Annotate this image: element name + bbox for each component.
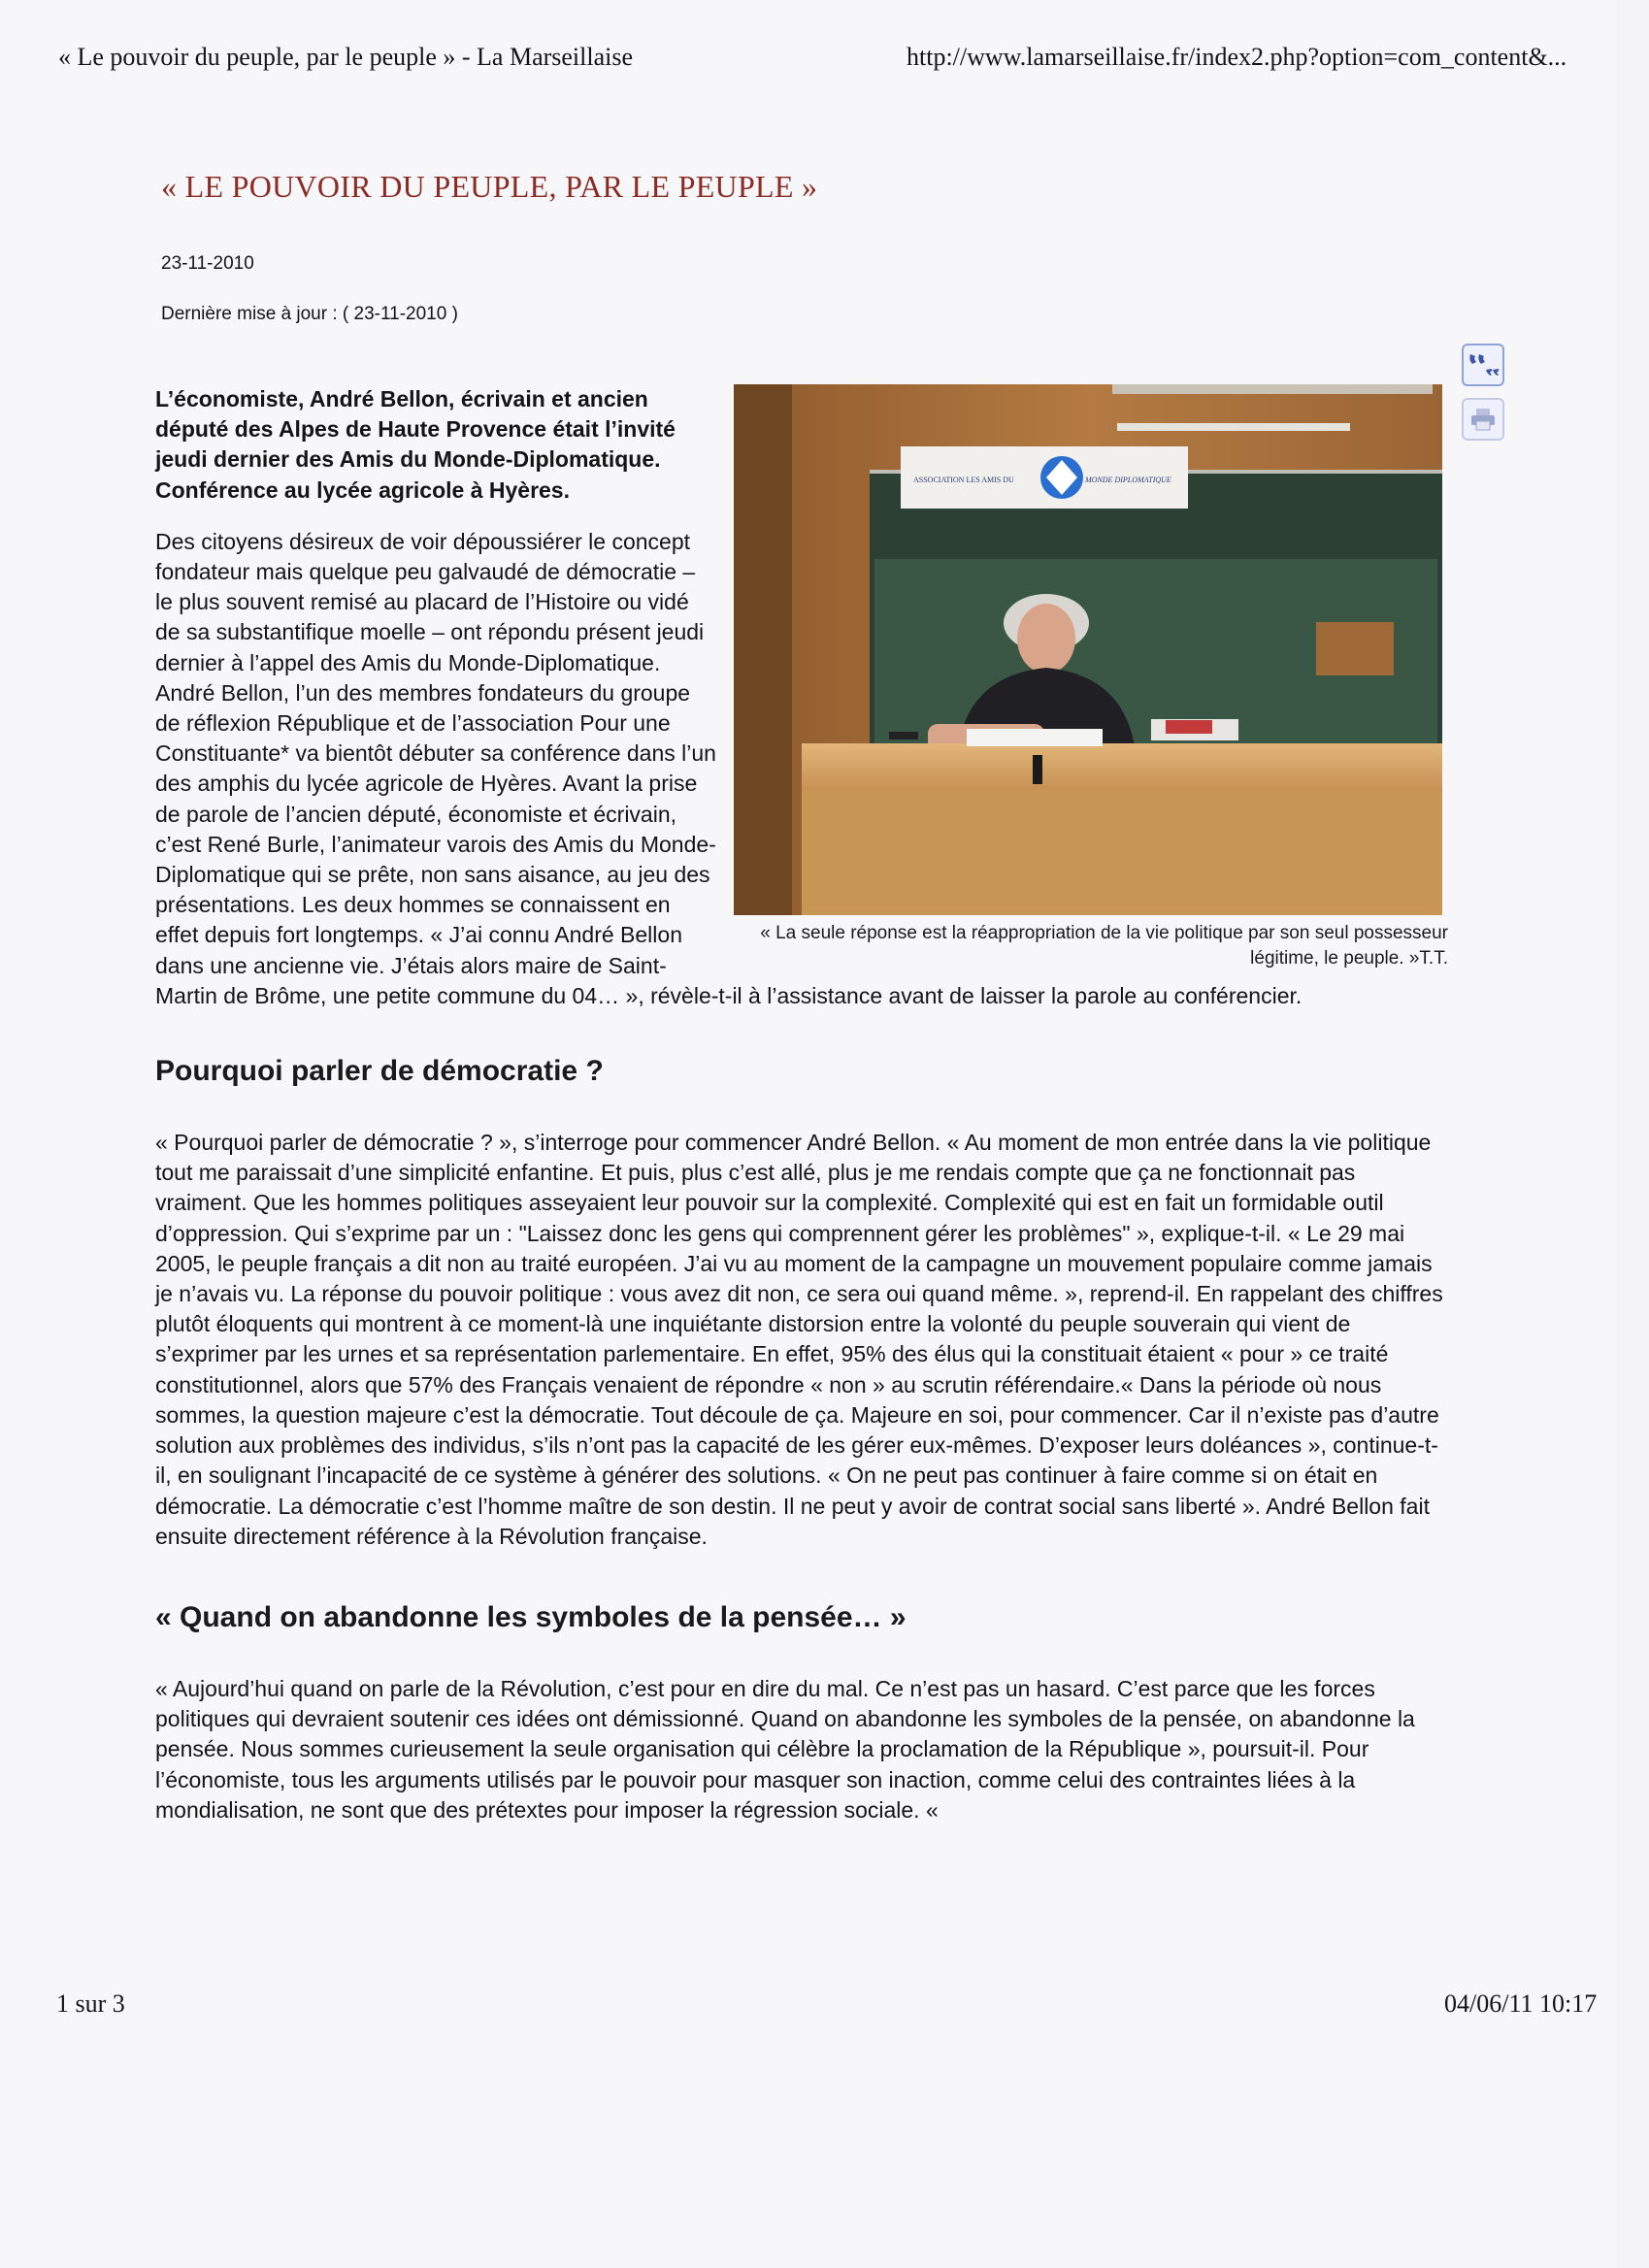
article-date: 23-11-2010 — [161, 253, 254, 274]
section-heading: Pourquoi parler de démocratie ? — [155, 1055, 604, 1088]
section-paragraph: « Pourquoi parler de démocratie ? », s’interroge pour commencer André Bellon. « Au moment de mon entrée dans la vie politique tout me paraissait d’une simplicité enfantine. Et puis, plus c’est allé, plus je me rendais compte que ça ne fonctionnait pas vraiment. Que les hommes politiques asseyaient leur pouvoir sur la complexité. Complexité qui est en fait un formidable outil d’oppression. Qui s’exprime par un : "Laissez donc les gens qui comprennent gérer les problèmes" », explique-t-il. « Le 29 mai 2005, le peuple français a dit non au traité européen. J’ai vu au moment de la campagne un mouvement populaire comme jamais je n’avais vu. La réponse du pouvoir politique : vous avez dit non, ce sera oui quand même. », reprend-il. En rappelant des chiffres plutôt éloquents qui montrent à ce moment-là une inquiétante distorsion entre la volonté du peuple souverain qui vient de s’exprimer par les urnes et sa représentation parlementaire. En effet, 95% des élus qui la constituait étaient « pour » ce traité constitutionnel, alors que 57% des Français venaient de répondre « non » au scrutin référendaire.« Dans la période où nous sommes, la question majeure c’est la démocratie. Tout découle de ça. Majeure en soi, pour commencer. Car il n’existe pas d’autre solution aux problèmes des individus, s’ils n’ont pas la capacité de les gérer eux-mêmes. D’exposer leurs doléances », continue-t-il, en soulignant l’incapacité de ce système à générer des solutions. « On ne peut pas continuer à faire comme si on était en démocratie. La démocratie c’est l’homme maître de son destin. Il ne peut y avoir de contrat social sans liberté ». André Bellon fait ensuite directement référence à la Révolution française. — [155, 1130, 1443, 1549]
print-header-url: http://www.lamarseillaise.fr/index2.php?option=com_content&... — [907, 43, 1567, 71]
article-last-update: Dernière mise à jour : ( 23-11-2010 ) — [161, 304, 458, 324]
article-paragraph: Des citoyens désireux de voir dépoussiérer le concept fondateur mais quelque peu galvaudé de démocratie – le plus souvent remisé au placard de l’Histoire ou vidé de sa substantifique moelle – ont répondu présent jeudi dernier à l’appel des Amis du Monde-Diplomatique. André Bellon, l’un des membres fondateurs du groupe de réflexion République et de l’association Pour une Constituante* va bientôt débuter sa conférence dans l’un des amphis du lycée agricole de Hyères. Avant la prise de parole de l’ancien député, économiste et écrivain, c’est René Burle, l’animateur varois des Amis du Monde-Diplomatique qui se prête, non sans aisance, au jeu des présentations. Les deux hommes se connaissent en effet depuis fort longtemps. « J’ai connu André Bellon dans une ancienne vie. J’étais alors maire de Saint-Martin de Brôme, une petite commune du 04… », révèle-t-il à l’assistance avant de laisser la parole au conférencier. — [155, 528, 1303, 1008]
section-heading: « Quand on abandonne les symboles de la pensée… » — [155, 1600, 907, 1633]
banner-text-right: MONDE DIPLOMATIQUE — [1085, 476, 1171, 484]
article-figure — [734, 384, 1448, 971]
print-footer-datetime: 04/06/11 10:17 — [1444, 1989, 1598, 2018]
article-body — [155, 384, 1448, 1825]
print-icon[interactable] — [1462, 398, 1504, 441]
quote-icon[interactable] — [1462, 344, 1504, 386]
print-header-title: « Le pouvoir du peuple, par le peuple » - La Marseillaise — [58, 43, 634, 71]
article-lead: L’économiste, André Bellon, écrivain et ancien député des Alpes de Haute Provence était l’invité jeudi dernier des Amis du Monde-Diplomatique. Conférence au lycée agricole à Hyères. — [155, 386, 676, 503]
section-paragraph: « Aujourd’hui quand on parle de la Révolution, c’est pour en dire du mal. Ce n’est pas un hasard. C’est parce que les forces politiques qui devraient soutenir ces idées ont démissionné. Quand on abandonne les symboles de la pensée, on abandonne la pensée. Nous sommes curieusement la seule organisation qui célèbre la proclamation de la République », poursuit-il. Pour l’économiste, tous les arguments utilisés par le pouvoir pour masquer son inaction, comme celui des contraintes liées à la mondialisation, ne sont que des prétextes pour imposer la régression sociale. « — [155, 1675, 1415, 1823]
banner-text-left: ASSOCIATION LES AMIS DU — [913, 476, 1014, 484]
article-title: « LE POUVOIR DU PEUPLE, PAR LE PEUPLE » — [161, 169, 818, 204]
print-footer-page: 1 sur 3 — [56, 1989, 125, 2018]
conference-photo — [734, 384, 1442, 915]
photo-caption: « La seule réponse est la réappropriation de la vie politique par son seul possesseur légitime, le peuple. »T.T. — [760, 923, 1448, 969]
